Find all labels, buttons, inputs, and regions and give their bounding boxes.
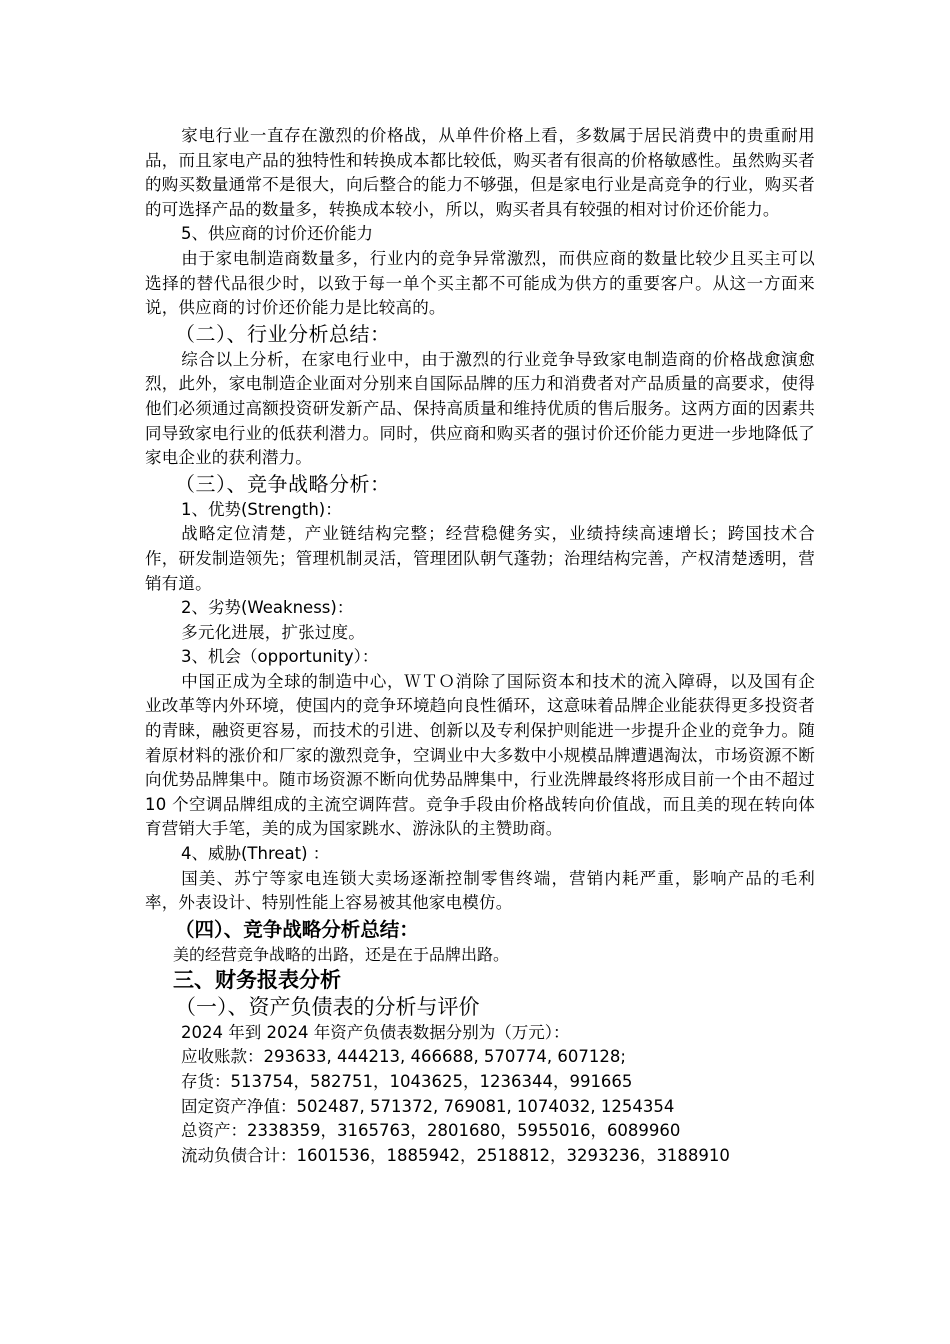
balance-total-assets: 总资产：2338359，3165763，2801680，5955016，6089960 <box>181 1121 681 1141</box>
heading-strategy-summary: （四）、竞争战略分析总结： <box>175 917 419 941</box>
paragraph-industry-summary: 综合以上分析，在家电行业中，由于激烈的行业竞争导致家电制造商的价格战愈演愈烈，此外，家电制造企业面对分别来自国际品牌的压力和消费者对产品质量的高要求，使得他们必须通过高额投资研发新产品、保持高质量和维持优质的售后服务。这两方面的因素共同导致家电行业的低获利潜力。同时，供应商和购买者的强讨价还价能力更进一步地降低了家电企业的获利潜力。 <box>145 349 815 468</box>
balance-sheet-intro: 2024 年到 2024 年资产负债表数据分别为（万元）： <box>181 1022 570 1042</box>
heading-weakness: 2、劣势(Weakness)： <box>181 598 354 618</box>
balance-fixed-assets: 固定资产净值：502487, 571372, 769081, 1074032, 1254354 <box>181 1096 675 1116</box>
paragraph-opportunity: 中国正成为全球的制造中心，ＷＴＯ消除了国际资本和技术的流入障碍，以及国有企业改革等内外环境，使国内的竞争环境趋向良性循环，这意味着品牌企业能获得更多投资者的青睐，融资更容易，而技术的引进、创新以及专利保护则能进一步提升企业的竞争力。随着原材料的涨价和厂家的激烈竞争，空调业中大多数中小规模品牌遭遇淘汰，市场资源不断向优势品牌集中。随市场资源不断向优势品牌集中，行业洗牌最终将形成目前一个由不超过 10 个空调品牌组成的主流空调阵营。竞争手段由价格战转向价值战，而且美的现在转向体育营销大手笔，美的成为国家跳水、游泳队的主赞助商。 <box>145 671 815 839</box>
heading-balance-sheet: （一）、资产负债表的分析与评价 <box>175 994 480 1019</box>
heading-competitive-strategy: （三）、竞争战略分析： <box>175 471 391 496</box>
heading-opportunity: 3、机会（opportunity）： <box>181 647 379 667</box>
paragraph-strategy-summary: 美的经营竞争战略的出路，还是在于品牌出路。 <box>173 944 510 964</box>
balance-inventory: 存货：513754，582751，1043625，1236344，991665 <box>181 1072 633 1091</box>
paragraph-threat: 国美、苏宁等家电连锁大卖场逐渐控制零售终端，营销内耗严重，影响产品的毛利率，外表设计、特别性能上容易被其他家电模仿。 <box>145 868 815 913</box>
paragraph-supplier-power: 由于家电制造商数量多，行业内的竞争异常激烈，而供应商的数量比较少且买主可以选择的替代品很少时，以致于每一单个买主都不可能成为供方的重要客户。从这一方面来说，供应商的讨价还价能力是比较高的。 <box>145 248 815 318</box>
balance-current-liabilities: 流动负债合计：1601536，1885942，2518812，3293236，3188910 <box>181 1145 730 1165</box>
document-body <box>145 124 815 1168</box>
paragraph-weakness: 多元化进展，扩张过度。 <box>181 622 365 642</box>
heading-industry-summary: （二）、行业分析总结： <box>175 321 391 346</box>
heading-strength: 1、优势(Strength)： <box>181 499 342 519</box>
balance-receivables: 应收账款：293633, 444213, 466688, 570774, 607128; <box>181 1047 626 1067</box>
heading-supplier-power: 5、供应商的讨价还价能力 <box>181 224 373 244</box>
heading-financial-analysis: 三、财务报表分析 <box>173 967 341 992</box>
paragraph-strength: 战略定位清楚，产业链结构完整；经营稳健务实，业绩持续高速增长；跨国技术合作，研发制造领先；管理机制灵活，管理团队朝气蓬勃；治理结构完善，产权清楚透明，营销有道。 <box>145 524 815 593</box>
paragraph-buyer-power: 家电行业一直存在激烈的价格战，从单件价格上看，多数属于居民消费中的贵重耐用品，而且家电产品的独特性和转换成本都比较低，购买者有很高的价格敏感性。虽然购买者的购买数量通常不是很大，向后整合的能力不够强，但是家电行业是高竞争的行业，购买者的可选择产品的数量多，转换成本较小，所以，购买者具有较强的相对讨价还价能力。 <box>145 126 815 219</box>
heading-threat: 4、威胁(Threat) ： <box>181 844 330 864</box>
